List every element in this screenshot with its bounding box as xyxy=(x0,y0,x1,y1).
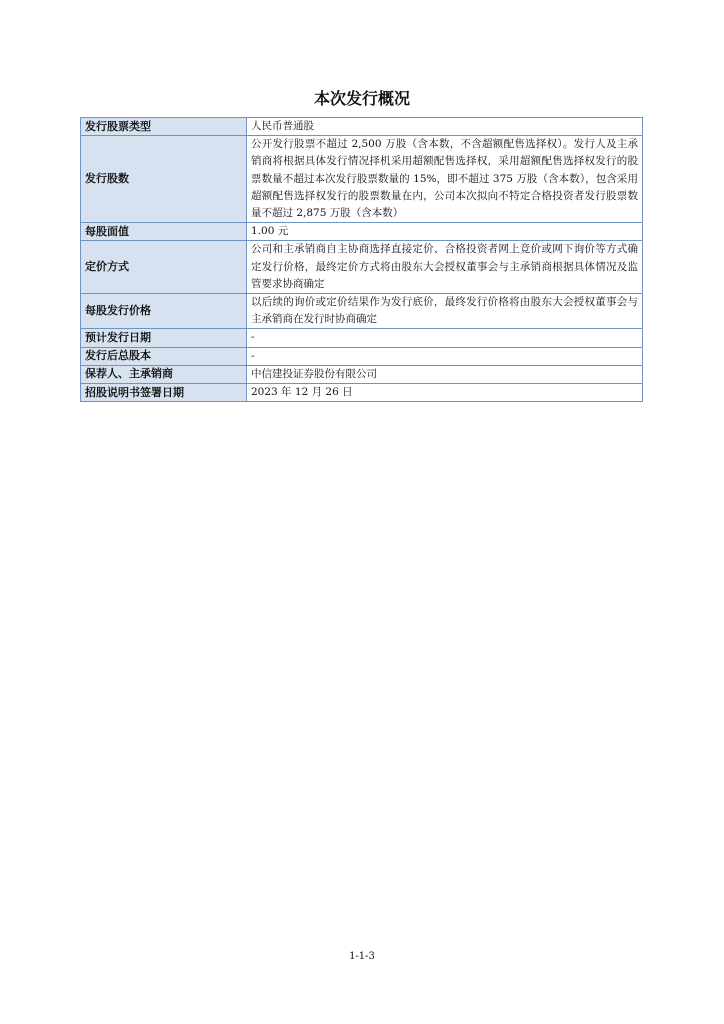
table-row xyxy=(81,365,643,383)
row-label-signing-date: 招股说明书签署日期 xyxy=(81,384,247,402)
table-row xyxy=(81,241,643,294)
row-label-issue-date: 预计发行日期 xyxy=(81,329,247,347)
table-row xyxy=(81,347,643,365)
row-value-share-count: 公开发行股票不超过 2,500 万股（含本数，不含超额配售选择权）。发行人及主承销商将根据具体发行情况择机采用超额配售选择权，采用超额配售选择权发行的股票数量不超过本次发行股票数量的 15%，即不超过 375 万股（含本数），包含采用超额配售选择权发行的股票数量在内，公司本次拟向不特定合格投资者发行股票数量不超过 2,875 万股（含本数） xyxy=(247,136,643,223)
table-row xyxy=(81,223,643,241)
row-value-total-shares: - xyxy=(247,347,643,365)
row-label-stock-type: 发行股票类型 xyxy=(81,118,247,136)
row-label-pricing-method: 定价方式 xyxy=(81,241,247,294)
row-value-sponsor: 中信建投证券股份有限公司 xyxy=(247,365,643,383)
row-value-par-value: 1.00 元 xyxy=(247,223,643,241)
page-number: 1-1-3 xyxy=(349,951,375,962)
row-value-stock-type: 人民币普通股 xyxy=(247,118,643,136)
table-row xyxy=(81,118,643,136)
page-title: 本次发行概况 xyxy=(313,89,410,108)
row-value-signing-date: 2023 年 12 月 26 日 xyxy=(247,384,643,402)
row-label-issue-price: 每股发行价格 xyxy=(81,294,247,329)
table-row xyxy=(81,329,643,347)
row-value-issue-date: - xyxy=(247,329,643,347)
table-row xyxy=(81,136,643,223)
table-row xyxy=(81,384,643,402)
row-label-par-value: 每股面值 xyxy=(81,223,247,241)
row-label-sponsor: 保荐人、主承销商 xyxy=(81,365,247,383)
row-label-share-count: 发行股数 xyxy=(81,136,247,223)
row-label-total-shares: 发行后总股本 xyxy=(81,347,247,365)
table-row xyxy=(81,294,643,329)
row-value-pricing-method: 公司和主承销商自主协商选择直接定价、合格投资者网上竞价或网下询价等方式确定发行价格，最终定价方式将由股东大会授权董事会与主承销商根据具体情况及监管要求协商确定 xyxy=(247,241,643,294)
row-value-issue-price: 以后续的询价或定价结果作为发行底价，最终发行价格将由股东大会授权董事会与主承销商在发行时协商确定 xyxy=(247,294,643,329)
offering-summary-table xyxy=(80,117,643,402)
